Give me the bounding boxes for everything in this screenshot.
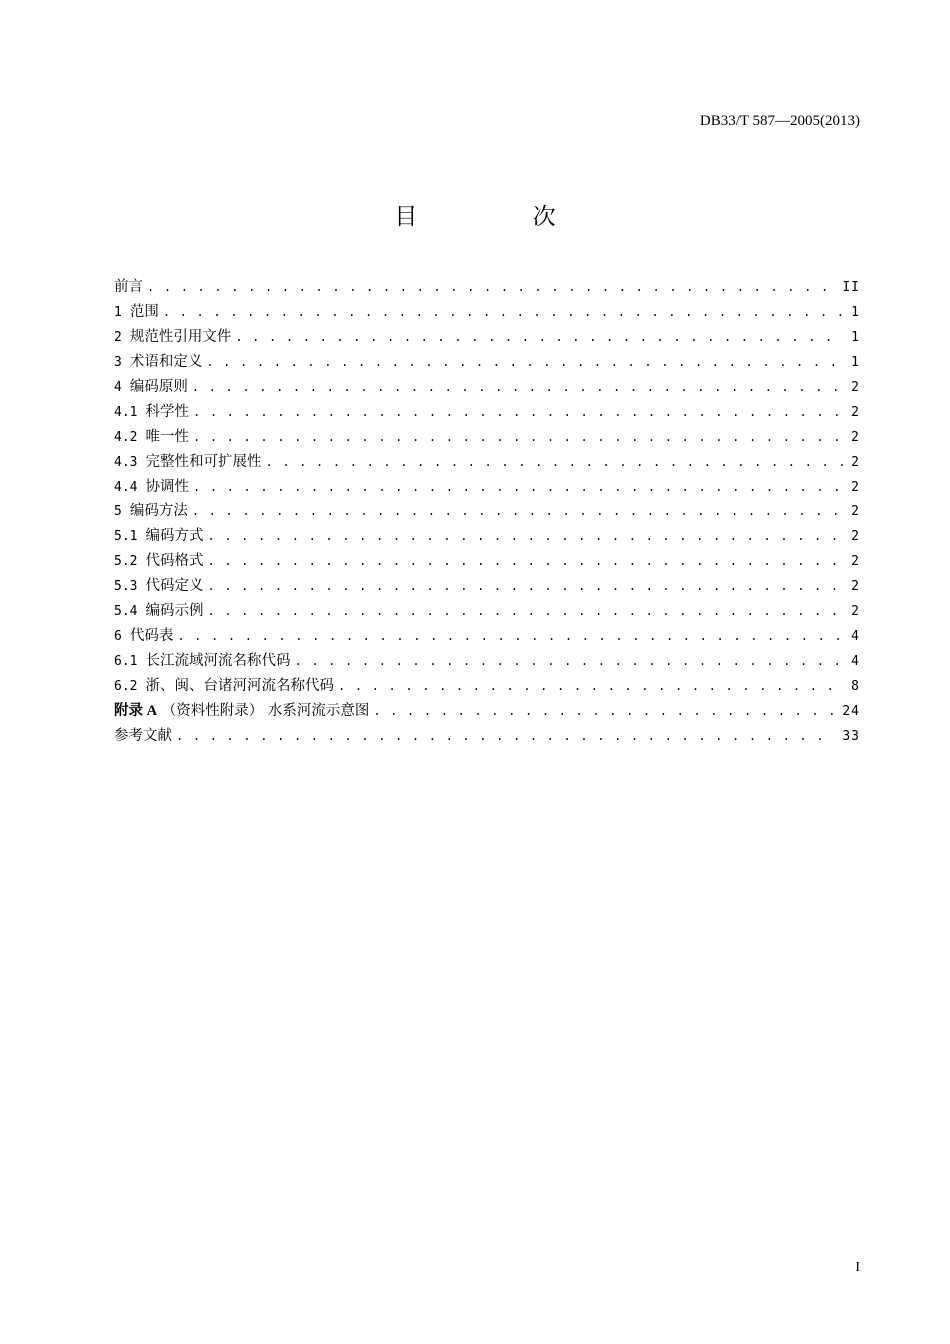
toc-entry-title: 术语和定义	[129, 353, 203, 370]
toc-entry[interactable]	[114, 425, 860, 450]
toc-entry-label	[114, 450, 261, 471]
toc-entry[interactable]	[114, 499, 860, 524]
toc-entry-number: 5.1	[114, 529, 138, 545]
toc-entry-title: 协调性	[145, 478, 189, 495]
toc-dot-leader	[176, 729, 836, 743]
toc-dot-leader	[235, 330, 844, 344]
toc-entry-label	[114, 350, 202, 371]
toc-entry-page: II	[842, 280, 860, 295]
toc-entry[interactable]	[114, 524, 860, 549]
toc-dot-leader	[163, 305, 844, 319]
toc-entry-number: 5.4	[114, 604, 138, 620]
toc-entry-label	[114, 524, 203, 545]
toc-entry-page: 2	[851, 504, 860, 520]
toc-entry-number: 4.3	[114, 454, 138, 470]
toc-entry-number: 4.4	[114, 479, 138, 495]
toc-entry[interactable]	[114, 649, 860, 674]
toc-entry-page: 2	[851, 529, 860, 545]
toc-dot-leader	[147, 280, 836, 294]
toc-entry-title: 编码原则	[129, 378, 188, 395]
toc-entry-title: 长江流域河流名称代码	[145, 653, 291, 670]
toc-entry[interactable]	[114, 549, 860, 574]
toc-dot-leader	[207, 604, 844, 618]
toc-entry[interactable]	[114, 375, 860, 400]
toc-entry-title: 代码表	[129, 628, 174, 645]
document-code: DB33/T 587—2005(2013)	[699, 113, 860, 129]
toc-entry[interactable]	[114, 350, 860, 375]
table-of-contents	[114, 275, 860, 749]
toc-entry[interactable]	[114, 624, 860, 649]
toc-entry-label	[114, 325, 231, 346]
toc-entry-page: 2	[851, 454, 860, 470]
toc-entry[interactable]	[114, 674, 860, 699]
toc-entry-label	[114, 624, 173, 645]
page-title: 目 次	[394, 204, 610, 230]
toc-entry-title: 代码定义	[145, 578, 204, 595]
toc-entry-page: 8	[851, 679, 860, 694]
toc-entry-number: 2	[114, 329, 122, 345]
toc-entry-page: 2	[851, 429, 860, 445]
toc-entry-page: 33	[842, 728, 860, 744]
toc-entry-number: 6.1	[114, 654, 138, 670]
toc-dot-leader	[206, 355, 844, 369]
toc-entry-title: （资料性附录） 水系河流示意图	[161, 702, 370, 719]
toc-dot-leader	[207, 554, 844, 568]
toc-entry-page: 24	[842, 703, 860, 719]
toc-entry-label	[114, 300, 159, 321]
toc-entry-number: 1	[114, 304, 122, 320]
toc-entry-page: 4	[851, 654, 860, 670]
toc-entry-page: 4	[851, 629, 860, 645]
toc-entry-label	[114, 400, 189, 421]
toc-dot-leader	[338, 679, 844, 693]
toc-entry-title: 编码方式	[145, 528, 204, 545]
toc-entry[interactable]	[114, 724, 860, 749]
toc-entry-number: 6.2	[114, 679, 138, 694]
toc-dot-leader	[373, 704, 836, 718]
toc-entry-label	[114, 599, 203, 620]
toc-entry-title: 唯一性	[145, 428, 189, 445]
toc-dot-leader	[192, 380, 844, 394]
toc-entry-label	[114, 699, 369, 720]
toc-entry-label	[114, 549, 203, 570]
toc-entry-number: 5.3	[114, 579, 138, 595]
toc-entry-page: 2	[851, 479, 860, 495]
toc-dot-leader	[265, 455, 844, 469]
toc-entry-number: 4.2	[114, 429, 138, 445]
toc-entry[interactable]	[114, 599, 860, 624]
toc-entry-page: 1	[851, 304, 860, 320]
toc-entry[interactable]	[114, 450, 860, 475]
toc-entry-page: 2	[851, 604, 860, 620]
toc-entry-title: 前言	[114, 279, 143, 295]
toc-entry-label	[114, 649, 290, 670]
toc-entry-annex: 附录 A	[114, 702, 158, 719]
toc-entry-number: 5.2	[114, 554, 138, 570]
toc-entry-number: 6	[114, 629, 122, 645]
toc-entry-number: 4	[114, 379, 122, 395]
toc-dot-leader	[207, 579, 844, 593]
toc-entry-title: 参考文献	[114, 727, 172, 744]
toc-dot-leader	[177, 629, 844, 643]
toc-entry[interactable]	[114, 475, 860, 500]
toc-entry-label	[114, 724, 172, 745]
toc-entry-title: 规范性引用文件	[129, 328, 232, 345]
toc-entry-title: 编码方法	[129, 503, 188, 520]
toc-entry-number: 4.1	[114, 404, 138, 420]
toc-dot-leader	[294, 654, 844, 668]
toc-entry-label	[114, 475, 189, 496]
toc-entry-title: 浙、闽、台诸河河流名称代码	[145, 678, 334, 694]
toc-entry-page: 1	[851, 329, 860, 345]
toc-entry[interactable]	[114, 400, 860, 425]
toc-entry[interactable]	[114, 325, 860, 350]
toc-dot-leader	[207, 529, 844, 543]
toc-entry-label	[114, 499, 188, 520]
toc-entry-page: 2	[851, 379, 860, 395]
toc-entry-title: 编码示例	[145, 603, 204, 620]
toc-entry-label	[114, 275, 143, 296]
toc-entry-title: 范围	[129, 303, 159, 320]
toc-entry-label	[114, 574, 203, 595]
toc-entry-page: 2	[851, 404, 860, 420]
toc-entry-number: 3	[114, 354, 122, 370]
toc-entry[interactable]	[114, 275, 860, 300]
toc-dot-leader	[193, 430, 844, 444]
toc-entry[interactable]	[114, 699, 860, 724]
toc-dot-leader	[193, 405, 844, 419]
toc-entry-label	[114, 425, 189, 446]
page-number: I	[855, 1260, 860, 1275]
toc-entry-title: 代码格式	[145, 553, 204, 570]
toc-entry-label	[114, 375, 188, 396]
toc-entry-title: 完整性和可扩展性	[145, 453, 262, 470]
toc-entry-page: 1	[851, 354, 860, 370]
toc-entry-number: 5	[114, 504, 122, 520]
toc-dot-leader	[192, 504, 844, 518]
toc-entry-label	[114, 674, 334, 695]
toc-entry-page: 2	[851, 554, 860, 570]
toc-entry[interactable]	[114, 300, 860, 325]
toc-entry-page: 2	[851, 579, 860, 595]
toc-entry-title: 科学性	[145, 403, 189, 420]
toc-entry[interactable]	[114, 574, 860, 599]
toc-dot-leader	[193, 480, 844, 494]
